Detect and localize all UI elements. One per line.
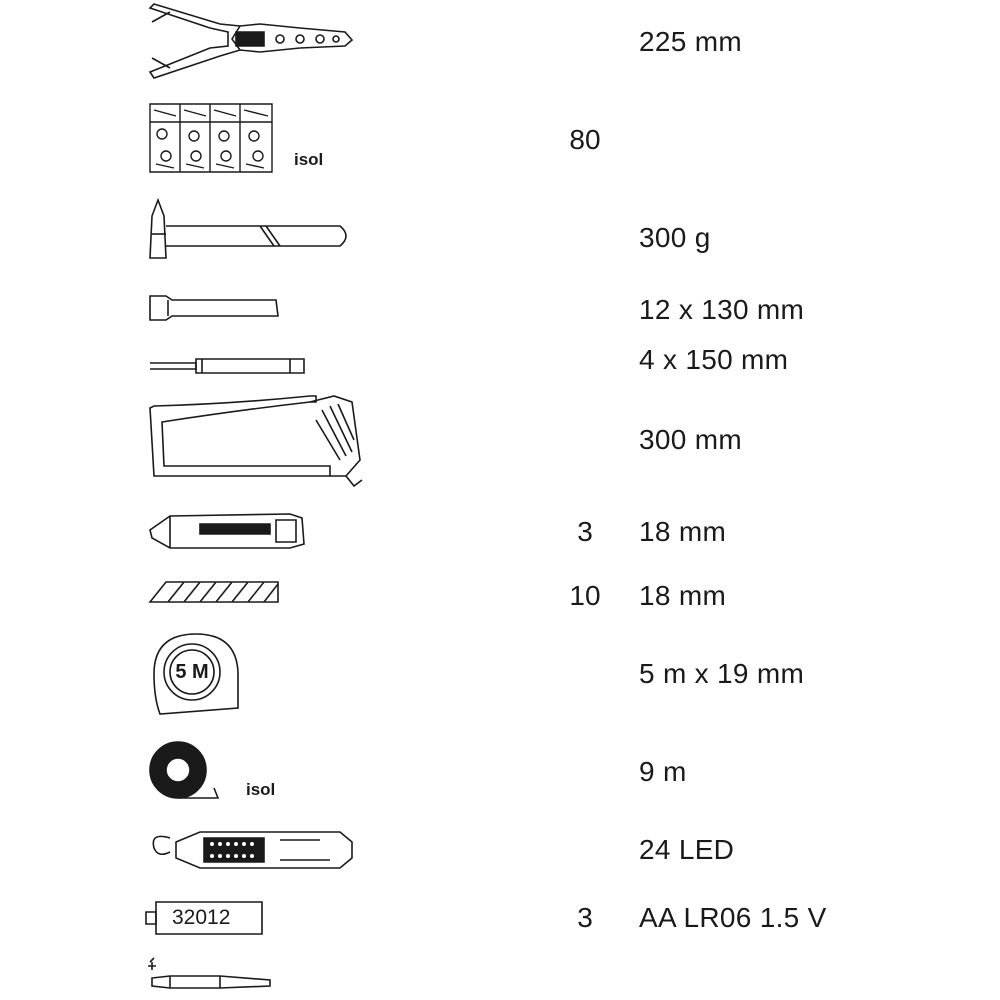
item-spec: 18 mm [639, 580, 727, 611]
tape-measure-icon [140, 628, 380, 720]
item-spec: 4 x 150 mm [639, 344, 789, 375]
item-spec: 300 mm [639, 424, 742, 455]
battery-icon [140, 898, 380, 938]
led-inspection-lamp-icon [140, 822, 380, 878]
isol-label: isol [294, 150, 324, 169]
isol-label: isol [246, 780, 276, 799]
item-spec: 225 mm [639, 26, 742, 57]
item-spec: 300 g [639, 222, 711, 253]
insulated-terminals-chart-icon [140, 102, 380, 176]
item-spec: AA LR06 1.5 V [639, 902, 827, 933]
item-quantity: 3 [577, 902, 593, 933]
item-quantity: 10 [569, 580, 601, 611]
tape-measure-badge: 5 M [175, 661, 209, 683]
hammer-icon [140, 196, 380, 270]
item-quantity: 3 [577, 516, 593, 547]
item-spec: 5 m x 19 mm [639, 658, 805, 689]
item-spec: 24 LED [639, 834, 735, 865]
hacksaw-icon [140, 396, 380, 492]
crimping-pliers-icon [140, 2, 380, 82]
item-spec: 9 m [639, 756, 687, 787]
chisel-icon [140, 292, 380, 326]
item-quantity: 80 [569, 124, 601, 155]
screwdriver-icon [140, 956, 380, 996]
battery-label: 32012 [172, 906, 231, 929]
utility-knife-icon [140, 508, 380, 554]
item-spec: 18 mm [639, 516, 727, 547]
pin-punch-icon [140, 354, 380, 378]
item-spec: 12 x 130 mm [639, 294, 805, 325]
snap-off-blades-icon [140, 578, 380, 606]
